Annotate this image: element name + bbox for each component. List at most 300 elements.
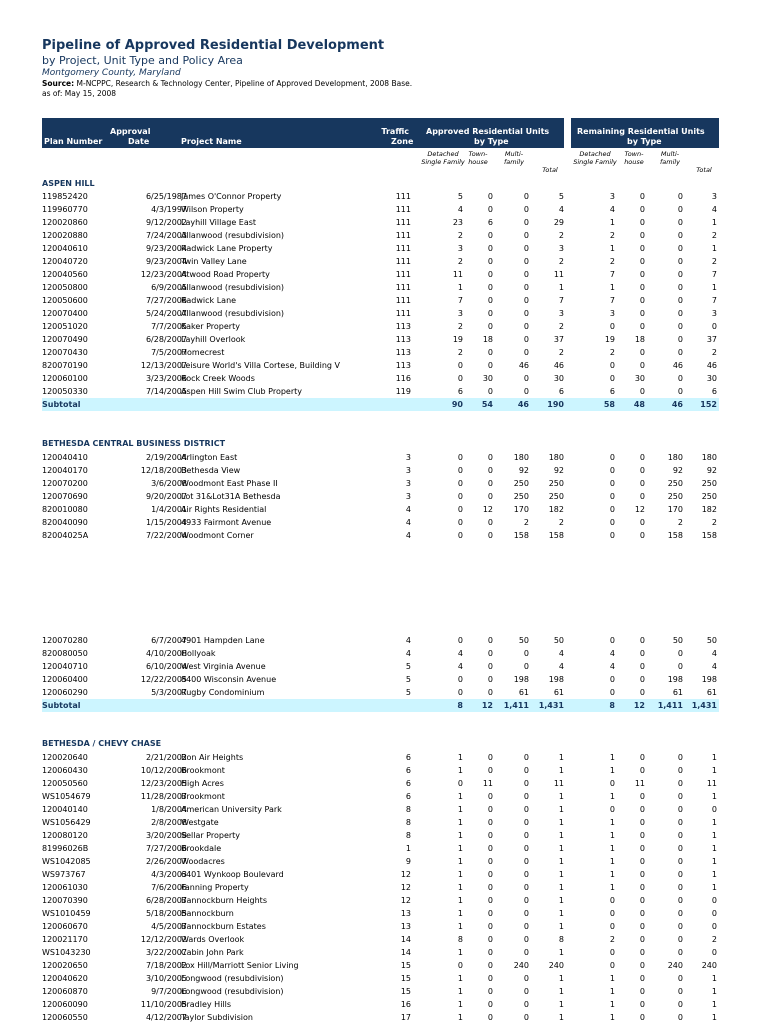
approval-date: 1/15/2004 xyxy=(145,518,187,527)
approved-detached: 23 xyxy=(452,218,463,227)
approved-multifamily: 46 xyxy=(518,361,529,370)
project-name: Radwick Lane xyxy=(181,296,237,305)
project-name: 8400 Wisconsin Avenue xyxy=(181,675,277,684)
table-row xyxy=(42,959,719,972)
remaining-total: 46 xyxy=(706,361,717,370)
approved-total: 2 xyxy=(558,257,564,266)
remaining-total: 1 xyxy=(711,1013,717,1022)
plan-number: WS1054679 xyxy=(42,792,91,801)
project-name: James O'Connor Property xyxy=(181,192,282,201)
approved-townhouse: 54 xyxy=(481,400,493,409)
plan-number: 820040090 xyxy=(42,518,88,527)
approval-date: 6/25/1987 xyxy=(145,192,187,201)
approved-detached: 7 xyxy=(457,296,463,305)
remaining-detached: 1 xyxy=(609,831,615,840)
remaining-detached: 2 xyxy=(609,231,615,240)
remaining-townhouse: 0 xyxy=(639,492,645,501)
approved-townhouse: 0 xyxy=(487,766,493,775)
col-approved-line1: Approved Residential Units xyxy=(426,127,550,136)
approved-total: 4 xyxy=(558,662,564,671)
table-row xyxy=(42,346,719,359)
approved-multifamily: 0 xyxy=(523,844,529,853)
approved-townhouse: 0 xyxy=(487,831,493,840)
approved-multifamily: 0 xyxy=(523,948,529,957)
remaining-total: 0 xyxy=(711,922,717,931)
approval-date: 12/23/2005 xyxy=(140,779,187,788)
plan-number: 120050330 xyxy=(42,387,88,396)
remaining-total: 240 xyxy=(701,961,717,970)
approved-multifamily: 0 xyxy=(523,296,529,305)
remaining-total: 50 xyxy=(706,636,717,645)
remaining-detached: 1 xyxy=(609,753,615,762)
traffic-zone: 12 xyxy=(400,896,411,905)
remaining-townhouse: 0 xyxy=(639,688,645,697)
approval-date: 9/23/2004 xyxy=(145,244,187,253)
approved-total: 50 xyxy=(553,636,564,645)
traffic-zone: 4 xyxy=(405,649,411,658)
table-row xyxy=(42,673,719,686)
plan-number: 82004025A xyxy=(42,531,89,540)
table-row xyxy=(42,333,719,346)
plan-number: 120061030 xyxy=(42,883,88,892)
traffic-zone: 111 xyxy=(395,270,411,279)
remaining-townhouse: 0 xyxy=(639,818,645,827)
table-row xyxy=(42,503,719,516)
approved-total: 1,431 xyxy=(538,701,564,710)
county-label: Montgomery County, Maryland xyxy=(42,68,181,78)
approved-detached: 0 xyxy=(457,374,463,383)
approved-detached: 0 xyxy=(457,361,463,370)
approved-townhouse: 0 xyxy=(487,453,493,462)
col-plan-number: Plan Number xyxy=(44,137,103,146)
approved-multifamily: 0 xyxy=(523,283,529,292)
remaining-townhouse: 0 xyxy=(639,231,645,240)
approved-detached: 1 xyxy=(457,909,463,918)
remaining-townhouse: 48 xyxy=(633,400,645,409)
approved-detached: 1 xyxy=(457,831,463,840)
as-of-date: as of: May 15, 2008 xyxy=(42,89,117,98)
plan-number: WS1042085 xyxy=(42,857,91,866)
approved-townhouse: 0 xyxy=(487,466,493,475)
traffic-zone: 13 xyxy=(400,922,411,931)
approval-date: 7/22/2004 xyxy=(145,531,187,540)
sub-multifamily-remaining: Multi- family xyxy=(659,150,681,166)
approved-total: 1 xyxy=(558,1013,564,1022)
approved-townhouse: 6 xyxy=(487,218,493,227)
approved-multifamily: 180 xyxy=(513,453,529,462)
approval-date: 2/21/2002 xyxy=(145,753,187,762)
approved-multifamily: 0 xyxy=(523,805,529,814)
remaining-total: 0 xyxy=(711,909,717,918)
approved-detached: 4 xyxy=(457,649,463,658)
remaining-multifamily: 0 xyxy=(677,766,683,775)
approval-date: 9/12/2002 xyxy=(145,218,187,227)
remaining-townhouse: 0 xyxy=(639,831,645,840)
project-name: Woodacres xyxy=(181,857,225,866)
approved-total: 158 xyxy=(548,531,564,540)
remaining-total: 0 xyxy=(711,948,717,957)
approved-detached: 1 xyxy=(457,805,463,814)
remaining-townhouse: 12 xyxy=(634,505,645,514)
approval-date: 4/12/2007 xyxy=(145,1013,187,1022)
approved-total: 1 xyxy=(558,987,564,996)
plan-number: WS1056429 xyxy=(42,818,91,827)
remaining-townhouse: 0 xyxy=(639,649,645,658)
approval-date: 1/8/2004 xyxy=(151,805,187,814)
approved-multifamily: 0 xyxy=(523,818,529,827)
approved-multifamily: 0 xyxy=(523,662,529,671)
subtotal-label: Subtotal xyxy=(42,400,81,409)
plan-number: 120070690 xyxy=(42,492,88,501)
remaining-townhouse: 0 xyxy=(639,896,645,905)
project-name: American University Park xyxy=(181,805,282,814)
remaining-townhouse: 0 xyxy=(639,961,645,970)
remaining-multifamily: 240 xyxy=(667,961,683,970)
approved-townhouse: 0 xyxy=(487,675,493,684)
remaining-townhouse: 0 xyxy=(639,205,645,214)
table-row xyxy=(42,933,719,946)
sub-townhouse-remaining: Town- house xyxy=(624,150,644,166)
remaining-multifamily: 180 xyxy=(667,453,683,462)
subtotal-row xyxy=(42,398,719,411)
table-row xyxy=(42,216,719,229)
approved-townhouse: 30 xyxy=(482,374,493,383)
approved-detached: 8 xyxy=(457,935,463,944)
approved-townhouse: 0 xyxy=(487,322,493,331)
approved-multifamily: 0 xyxy=(523,1013,529,1022)
remaining-multifamily: 0 xyxy=(677,792,683,801)
traffic-zone: 111 xyxy=(395,283,411,292)
remaining-header-bar xyxy=(571,118,719,148)
plan-number: 120060430 xyxy=(42,766,88,775)
project-name: Wilson Property xyxy=(181,205,244,214)
approval-date: 5/18/2005 xyxy=(145,909,187,918)
approved-total: 4 xyxy=(558,649,564,658)
table-row xyxy=(42,907,719,920)
approved-townhouse: 0 xyxy=(487,649,493,658)
table-row xyxy=(42,255,719,268)
approved-total: 7 xyxy=(558,296,564,305)
approved-detached: 1 xyxy=(457,1013,463,1022)
approved-detached: 5 xyxy=(457,192,463,201)
approved-detached: 0 xyxy=(457,518,463,527)
approved-townhouse: 0 xyxy=(487,1000,493,1009)
remaining-total: 250 xyxy=(701,492,717,501)
approved-multifamily: 158 xyxy=(513,531,529,540)
remaining-multifamily: 0 xyxy=(677,948,683,957)
approval-date: 3/23/2006 xyxy=(145,374,187,383)
plan-number: 120060870 xyxy=(42,987,88,996)
plan-number: 120060400 xyxy=(42,675,88,684)
approved-detached: 1 xyxy=(457,857,463,866)
remaining-multifamily: 61 xyxy=(672,688,683,697)
traffic-zone: 4 xyxy=(405,636,411,645)
remaining-detached: 1 xyxy=(609,1000,615,1009)
approved-multifamily: 0 xyxy=(523,987,529,996)
approved-multifamily: 0 xyxy=(523,649,529,658)
approved-total: 1 xyxy=(558,753,564,762)
plan-number: WS973767 xyxy=(42,870,86,879)
project-name: Atwood Road Property xyxy=(181,270,270,279)
remaining-total: 7 xyxy=(711,296,717,305)
sub-total-approved: Total xyxy=(542,166,558,174)
remaining-total: 250 xyxy=(701,479,717,488)
approved-total: 11 xyxy=(553,270,564,279)
approval-date: 3/6/2008 xyxy=(151,479,187,488)
project-name: Sellar Property xyxy=(181,831,241,840)
approved-detached: 4 xyxy=(457,205,463,214)
project-name: West Virginia Avenue xyxy=(181,662,266,671)
plan-number: 120050600 xyxy=(42,296,88,305)
approved-total: 1 xyxy=(558,831,564,840)
traffic-zone: 111 xyxy=(395,192,411,201)
remaining-townhouse: 0 xyxy=(639,883,645,892)
approval-date: 4/10/2008 xyxy=(145,649,187,658)
remaining-townhouse: 30 xyxy=(634,374,645,383)
approved-multifamily: 250 xyxy=(513,479,529,488)
remaining-total: 4 xyxy=(711,662,717,671)
traffic-zone: 111 xyxy=(395,205,411,214)
remaining-multifamily: 0 xyxy=(677,753,683,762)
remaining-multifamily: 198 xyxy=(667,675,683,684)
remaining-detached: 19 xyxy=(604,335,615,344)
approval-date: 12/23/2004 xyxy=(140,270,187,279)
remaining-townhouse: 0 xyxy=(639,322,645,331)
approved-total: 190 xyxy=(547,400,564,409)
table-row xyxy=(42,894,719,907)
remaining-detached: 0 xyxy=(609,896,615,905)
approved-multifamily: 0 xyxy=(523,218,529,227)
approval-date: 7/27/2006 xyxy=(145,296,187,305)
traffic-zone: 17 xyxy=(400,1013,411,1022)
approved-multifamily: 170 xyxy=(513,505,529,514)
remaining-detached: 0 xyxy=(609,922,615,931)
remaining-detached: 0 xyxy=(609,479,615,488)
approval-date: 9/20/2007 xyxy=(145,492,187,501)
approval-date: 2/19/2004 xyxy=(145,453,187,462)
traffic-zone: 4 xyxy=(405,505,411,514)
approved-townhouse: 0 xyxy=(487,309,493,318)
approved-detached: 4 xyxy=(457,662,463,671)
remaining-townhouse: 0 xyxy=(639,935,645,944)
project-name: High Acres xyxy=(181,779,224,788)
remaining-townhouse: 0 xyxy=(639,974,645,983)
sub-multifamily-approved: Multi- family xyxy=(503,150,525,166)
approved-multifamily: 0 xyxy=(523,870,529,879)
plan-number: 120040410 xyxy=(42,453,88,462)
remaining-total: 3 xyxy=(711,309,717,318)
report-title: Pipeline of Approved Residential Development xyxy=(42,38,385,53)
approved-total: 1 xyxy=(558,283,564,292)
remaining-townhouse: 12 xyxy=(633,701,645,710)
approved-detached: 1 xyxy=(457,766,463,775)
remaining-detached: 1 xyxy=(609,818,615,827)
remaining-detached: 0 xyxy=(609,531,615,540)
remaining-detached: 1 xyxy=(609,792,615,801)
approval-date: 12/22/2005 xyxy=(140,675,187,684)
remaining-multifamily: 0 xyxy=(677,257,683,266)
table-row xyxy=(42,268,719,281)
remaining-townhouse: 0 xyxy=(639,361,645,370)
remaining-detached: 1 xyxy=(609,283,615,292)
approval-date: 1/4/2001 xyxy=(151,505,187,514)
remaining-townhouse: 0 xyxy=(639,518,645,527)
traffic-zone: 5 xyxy=(405,688,411,697)
table-row xyxy=(42,998,719,1011)
plan-number: 120070390 xyxy=(42,896,88,905)
remaining-detached: 0 xyxy=(609,505,615,514)
approved-townhouse: 0 xyxy=(487,909,493,918)
remaining-multifamily: 0 xyxy=(677,922,683,931)
remaining-townhouse: 0 xyxy=(639,948,645,957)
remaining-multifamily: 0 xyxy=(677,805,683,814)
approved-detached: 0 xyxy=(457,531,463,540)
traffic-zone: 119 xyxy=(395,387,411,396)
plan-number: 120040560 xyxy=(42,270,88,279)
approved-total: 1 xyxy=(558,857,564,866)
traffic-zone: 16 xyxy=(400,1000,411,1009)
approved-townhouse: 12 xyxy=(482,505,493,514)
approved-total: 1 xyxy=(558,844,564,853)
traffic-zone: 12 xyxy=(400,870,411,879)
col-remaining-line2: by Type xyxy=(627,137,662,146)
approved-townhouse: 0 xyxy=(487,479,493,488)
approved-townhouse: 0 xyxy=(487,922,493,931)
approval-date: 6/7/2007 xyxy=(151,636,187,645)
approved-townhouse: 0 xyxy=(487,805,493,814)
approved-multifamily: 0 xyxy=(523,922,529,931)
remaining-townhouse: 0 xyxy=(639,348,645,357)
approved-multifamily: 0 xyxy=(523,974,529,983)
remaining-multifamily: 170 xyxy=(667,505,683,514)
table-row xyxy=(42,1011,719,1024)
project-name: Allanwood (resubdivision) xyxy=(181,309,285,318)
project-name: Air Rights Residential xyxy=(181,505,267,514)
remaining-detached: 0 xyxy=(609,636,615,645)
traffic-zone: 3 xyxy=(405,453,411,462)
approved-detached: 1 xyxy=(457,870,463,879)
remaining-detached: 0 xyxy=(609,805,615,814)
remaining-total: 1 xyxy=(711,792,717,801)
approved-multifamily: 0 xyxy=(523,335,529,344)
remaining-multifamily: 0 xyxy=(677,909,683,918)
project-name: Bradley Hills xyxy=(181,1000,232,1009)
remaining-multifamily: 50 xyxy=(672,636,683,645)
table-row xyxy=(42,451,719,464)
source-line xyxy=(42,79,412,89)
remaining-detached: 8 xyxy=(609,701,615,710)
remaining-total: 1 xyxy=(711,883,717,892)
col-approval-line2: Date xyxy=(128,137,150,146)
plan-number: 120040170 xyxy=(42,466,88,475)
remaining-detached: 2 xyxy=(609,935,615,944)
project-name: Homecrest xyxy=(181,348,225,357)
remaining-total: 1 xyxy=(711,831,717,840)
approved-multifamily: 0 xyxy=(523,792,529,801)
remaining-townhouse: 18 xyxy=(634,335,645,344)
approved-total: 3 xyxy=(558,244,564,253)
approved-total: 30 xyxy=(553,374,564,383)
approved-multifamily: 92 xyxy=(518,466,529,475)
approved-detached: 19 xyxy=(452,335,463,344)
approved-detached: 0 xyxy=(457,688,463,697)
remaining-detached: 0 xyxy=(609,453,615,462)
remaining-townhouse: 0 xyxy=(639,844,645,853)
approved-total: 180 xyxy=(548,453,564,462)
approval-date: 4/3/1997 xyxy=(151,205,187,214)
traffic-zone: 5 xyxy=(405,675,411,684)
approved-detached: 6 xyxy=(457,387,463,396)
approved-total: 1 xyxy=(558,766,564,775)
approved-townhouse: 18 xyxy=(482,335,493,344)
remaining-townhouse: 0 xyxy=(639,309,645,318)
remaining-detached: 1 xyxy=(609,244,615,253)
remaining-multifamily: 250 xyxy=(667,479,683,488)
approved-multifamily: 0 xyxy=(523,309,529,318)
remaining-detached: 0 xyxy=(609,322,615,331)
remaining-townhouse: 0 xyxy=(639,987,645,996)
remaining-multifamily: 250 xyxy=(667,492,683,501)
table-row xyxy=(42,946,719,959)
approved-total: 2 xyxy=(558,518,564,527)
project-name: Cabin John Park xyxy=(181,948,244,957)
traffic-zone: 13 xyxy=(400,909,411,918)
project-name: Longwood (resubdivision) xyxy=(181,987,284,996)
approved-townhouse: 0 xyxy=(487,492,493,501)
remaining-townhouse: 0 xyxy=(639,270,645,279)
approved-townhouse: 0 xyxy=(487,818,493,827)
table-row xyxy=(42,972,719,985)
approved-detached: 1 xyxy=(457,883,463,892)
remaining-multifamily: 0 xyxy=(677,662,683,671)
approved-detached: 0 xyxy=(457,636,463,645)
approved-total: 1 xyxy=(558,805,564,814)
project-name: Wards Overlook xyxy=(181,935,245,944)
remaining-multifamily: 0 xyxy=(677,192,683,201)
remaining-total: 3 xyxy=(711,192,717,201)
approved-total: 240 xyxy=(548,961,564,970)
remaining-detached: 3 xyxy=(609,309,615,318)
remaining-detached: 4 xyxy=(609,649,615,658)
remaining-total: 182 xyxy=(701,505,717,514)
approved-townhouse: 0 xyxy=(487,387,493,396)
column-header-bar xyxy=(42,118,564,148)
col-traffic-line1: Traffic xyxy=(381,127,409,136)
approved-detached: 0 xyxy=(457,961,463,970)
remaining-multifamily: 0 xyxy=(677,1013,683,1022)
project-name: Layhill Overlook xyxy=(181,335,246,344)
remaining-multifamily: 46 xyxy=(671,400,683,409)
remaining-detached: 1 xyxy=(609,1013,615,1022)
approved-total: 46 xyxy=(553,361,564,370)
plan-number: 120070400 xyxy=(42,309,88,318)
remaining-multifamily: 0 xyxy=(677,283,683,292)
project-name: Aspen Hill Swim Club Property xyxy=(181,387,303,396)
remaining-detached: 0 xyxy=(609,779,615,788)
remaining-total: 61 xyxy=(706,688,717,697)
remaining-total: 158 xyxy=(701,531,717,540)
approved-multifamily: 0 xyxy=(523,322,529,331)
approved-multifamily: 0 xyxy=(523,766,529,775)
table-row xyxy=(42,294,719,307)
report-header xyxy=(42,38,412,99)
remaining-total: 4 xyxy=(711,649,717,658)
approved-detached: 0 xyxy=(457,779,463,788)
remaining-total: 1,431 xyxy=(691,701,717,710)
table-row xyxy=(42,686,719,699)
approved-detached: 1 xyxy=(457,987,463,996)
remaining-townhouse: 0 xyxy=(639,531,645,540)
